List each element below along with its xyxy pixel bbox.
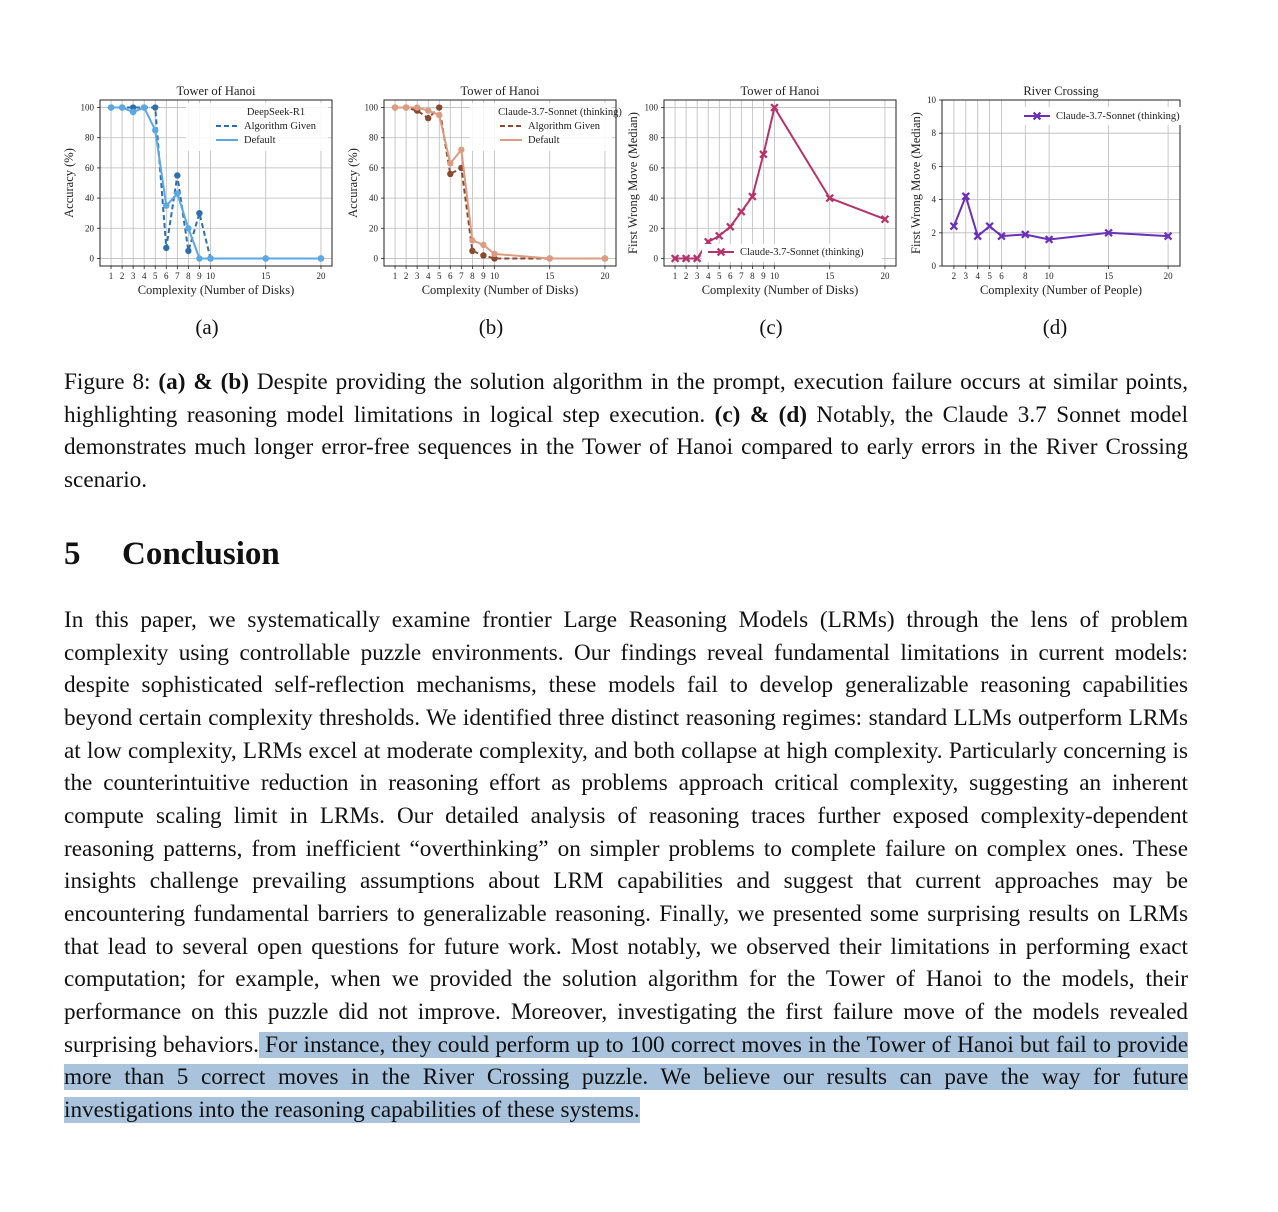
data-point — [152, 104, 158, 110]
x-axis-label: Complexity (Number of Disks) — [421, 283, 579, 297]
data-point — [436, 112, 442, 118]
x-tick-label: 5 — [152, 271, 158, 281]
x-tick-label: 15 — [825, 271, 835, 281]
legend-label: Default — [244, 135, 276, 146]
conclusion-paragraph — [64, 604, 1188, 1127]
x-tick-label: 3 — [694, 271, 700, 281]
caption-prefix: Figure 8: — [64, 369, 151, 395]
y-tick-label: 80 — [649, 132, 658, 143]
x-tick-label: 9 — [761, 271, 766, 281]
y-tick-label: 20 — [649, 223, 658, 234]
x-tick-label: 9 — [481, 271, 486, 281]
x-tick-label: 3 — [414, 271, 420, 281]
panel-label: (d) — [1042, 315, 1068, 339]
data-point — [425, 107, 431, 113]
y-tick-label: 4 — [931, 194, 936, 205]
y-tick-label: 6 — [931, 161, 936, 172]
x-axis-label: Complexity (Number of Disks) — [137, 283, 295, 297]
data-point — [119, 104, 125, 110]
x-tick-label: 9 — [197, 271, 202, 281]
y-tick-label: 2 — [931, 227, 936, 238]
x-tick-label: 10 — [489, 271, 499, 281]
y-tick-label: 0 — [653, 253, 658, 264]
x-tick-label: 10 — [1044, 271, 1054, 281]
panel-label: (b) — [478, 315, 504, 339]
data-point — [207, 255, 213, 261]
data-point — [458, 147, 464, 153]
y-axis-label: Accuracy (%) — [62, 148, 76, 218]
chart-legend — [1018, 107, 1200, 125]
y-tick-label: 0 — [373, 253, 378, 264]
x-tick-label: 7 — [175, 271, 180, 281]
y-tick-label: 100 — [80, 102, 94, 113]
chart-a — [62, 80, 352, 310]
data-point — [263, 255, 269, 261]
plot-frame — [664, 100, 896, 266]
x-tick-label: 15 — [261, 271, 271, 281]
data-point — [469, 237, 475, 243]
x-tick-label: 10 — [769, 271, 779, 281]
y-tick-label: 80 — [85, 132, 94, 143]
chart-b — [346, 80, 636, 310]
legend-label: Default — [528, 135, 560, 146]
chart-legend — [470, 103, 622, 151]
data-point — [447, 171, 453, 177]
data-point — [414, 104, 420, 110]
y-tick-label: 60 — [649, 162, 658, 173]
panel-a — [62, 80, 352, 340]
y-tick-label: 40 — [85, 193, 94, 204]
section-number: 5 — [64, 536, 81, 572]
y-tick-label: 0 — [89, 253, 94, 264]
panel-label: (a) — [195, 315, 219, 339]
data-point — [185, 248, 191, 254]
x-tick-label: 8 — [750, 271, 755, 281]
data-point — [152, 127, 158, 133]
data-point — [392, 104, 398, 110]
y-tick-label: 40 — [649, 193, 658, 204]
data-point — [174, 190, 180, 196]
data-point — [174, 172, 180, 178]
data-point — [403, 104, 409, 110]
data-point — [108, 104, 114, 110]
series-line — [675, 108, 885, 259]
legend-label: Algorithm Given — [244, 121, 317, 132]
x-tick-label: 6 — [164, 271, 169, 281]
x-tick-label: 4 — [975, 271, 980, 281]
data-point — [436, 104, 442, 110]
chart-legend — [186, 103, 328, 151]
chart-title: Tower of Hanoi — [740, 84, 820, 98]
y-axis-label: First Wrong Move (Median) — [909, 112, 923, 254]
x-tick-label: 10 — [205, 271, 215, 281]
legend-title: Claude-3.7-Sonnet (thinking) — [498, 107, 622, 118]
data-point — [163, 245, 169, 251]
y-axis-label: Accuracy (%) — [346, 148, 360, 218]
y-tick-label: 10 — [927, 95, 936, 105]
panel-b — [346, 80, 636, 340]
y-tick-label: 0 — [931, 261, 936, 271]
data-point — [185, 225, 191, 231]
data-point — [141, 104, 147, 110]
legend-label: Algorithm Given — [528, 121, 601, 132]
x-tick-label: 4 — [141, 271, 147, 281]
caption-bold-cd: (c) & (d) — [714, 401, 807, 428]
chart-d — [910, 80, 1200, 310]
caption-text-1: Despite providing the solution algorithm in the prompt, execution failure occurs at similar points, highlighting reasoning model limitations in logical step execution. — [64, 369, 1188, 428]
chart-legend — [702, 244, 882, 262]
panel-c — [626, 80, 916, 340]
data-point — [491, 251, 497, 257]
x-tick-label: 1 — [392, 271, 398, 281]
paragraph-text: In this paper, we systematically examine frontier Large Reasoning Models (LRMs) through the lens of problem complexity using controllable puzzle environments. Our findings reveal fundamental limitations in current models: despite sophisticated self-reflection mechanisms, these models fail to develop generalizable reasoning capabilities beyond certain complexity thresholds. We identified three distinct reasoning regimes: standard LLMs outperform LRMs at low complexity, LRMs excel at moderate complexity, and both collapse at high complexity. Particularly concerning is the counterintuitive reduction in reasoning effort as problems approach critical complexity, suggesting an inherent compute scaling limit in LRMs. Our detailed analysis of reasoning traces further exposed complexity-dependent reasoning patterns, from inefficient “overthinking” on simpler problems to complete failure on complex ones. These insights challenge prevailing assumptions about LRM capabilities and suggest that current approaches may be encountering fundamental barriers to generalizable reasoning. Finally, we presented some surprising results on LRMs that lead to several open questions for future work. Most notably, we observed their limitations in performing exact computation; for example, when we provided the solution algorithm for the Tower of Hanoi to the models, their performance on this puzzle did not improve. Moreover, investigating the first failure move of the models revealed surprising behaviors. — [64, 607, 1188, 1058]
chart-title: Tower of Hanoi — [460, 84, 540, 98]
x-tick-label: 3 — [963, 271, 969, 281]
chart-c — [626, 80, 916, 310]
caption-bold-ab: (a) & (b) — [158, 369, 249, 395]
x-tick-label: 20 — [880, 271, 890, 281]
x-tick-label: 5 — [987, 271, 992, 281]
y-tick-label: 100 — [364, 102, 378, 113]
x-tick-label: 20 — [1163, 271, 1173, 281]
data-point — [547, 255, 553, 261]
x-tick-label: 20 — [600, 271, 610, 281]
chart-title: River Crossing — [1023, 84, 1099, 98]
figure-caption — [64, 366, 1188, 496]
panel-label: (c) — [759, 315, 783, 339]
data-point — [425, 115, 431, 121]
legend-label: Claude-3.7-Sonnet (thinking) — [1056, 111, 1180, 122]
legend-title: DeepSeek-R1 — [246, 107, 306, 118]
x-tick-label: 8 — [186, 271, 191, 281]
x-tick-label: 7 — [459, 271, 464, 281]
highlighted-selection[interactable]: For instance, they could perform up to 100 correct moves in the Tower of Hanoi but fail to provide more than 5 correct moves in the River Crossing puzzle. We believe our results can pave the way for future investigations into the reasoning capabilities of these systems. — [64, 1031, 1188, 1123]
y-axis-label: First Wrong Move (Median) — [626, 112, 640, 254]
data-point — [469, 248, 475, 254]
data-point — [318, 255, 324, 261]
x-tick-label: 5 — [436, 271, 442, 281]
x-tick-label: 6 — [448, 271, 453, 281]
y-tick-label: 40 — [369, 193, 378, 204]
chart-title: Tower of Hanoi — [176, 84, 256, 98]
x-tick-label: 8 — [1023, 271, 1028, 281]
x-tick-label: 20 — [316, 271, 326, 281]
y-tick-label: 20 — [369, 223, 378, 234]
x-tick-label: 6 — [728, 271, 733, 281]
x-tick-label: 15 — [545, 271, 555, 281]
data-point — [480, 252, 486, 258]
section-heading — [64, 536, 280, 573]
data-point — [163, 202, 169, 208]
x-tick-label: 4 — [705, 271, 711, 281]
y-tick-label: 8 — [931, 128, 936, 139]
y-tick-label: 20 — [85, 223, 94, 234]
panel-d — [910, 80, 1200, 340]
y-tick-label: 60 — [85, 162, 94, 173]
x-tick-label: 3 — [130, 271, 136, 281]
data-point — [480, 242, 486, 248]
data-point — [602, 255, 608, 261]
y-tick-label: 60 — [369, 162, 378, 173]
x-tick-label: 8 — [470, 271, 475, 281]
x-tick-label: 2 — [119, 271, 125, 281]
y-tick-label: 100 — [644, 102, 658, 113]
x-tick-label: 5 — [716, 271, 722, 281]
x-tick-label: 2 — [403, 271, 409, 281]
data-point — [196, 255, 202, 261]
x-axis-label: Complexity (Number of Disks) — [701, 283, 859, 297]
x-tick-label: 2 — [683, 271, 689, 281]
x-tick-label: 15 — [1104, 271, 1114, 281]
legend-label: Claude-3.7-Sonnet (thinking) — [740, 247, 864, 258]
x-tick-label: 4 — [425, 271, 431, 281]
caption-text-2: Notably, the Claude 3.7 Sonnet model demonstrates much longer error-free sequences in the Tower of Hanoi compared to early errors in the River Crossing scenario. — [64, 401, 1189, 493]
data-point — [196, 210, 202, 216]
data-point — [447, 160, 453, 166]
y-tick-label: 80 — [369, 132, 378, 143]
data-point — [130, 109, 136, 115]
figure-8 — [0, 80, 1278, 350]
x-tick-label: 2 — [951, 271, 957, 281]
x-tick-label: 6 — [999, 271, 1004, 281]
x-axis-label: Complexity (Number of People) — [979, 283, 1143, 297]
x-tick-label: 7 — [739, 271, 744, 281]
x-tick-label: 1 — [672, 271, 678, 281]
x-tick-label: 1 — [108, 271, 114, 281]
section-title: Conclusion — [122, 536, 280, 572]
